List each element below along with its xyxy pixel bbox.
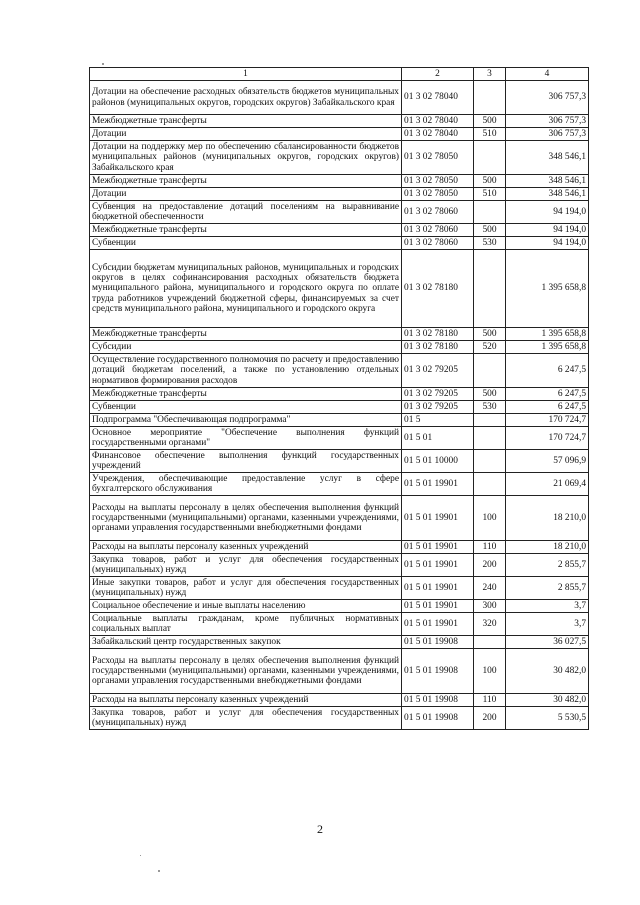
row-code: 01 5 01 19901 bbox=[402, 541, 474, 554]
row-type: 510 bbox=[474, 128, 506, 141]
table-row bbox=[90, 649, 589, 694]
row-code: 01 3 02 78180 bbox=[402, 328, 474, 341]
page-number: 2 bbox=[317, 822, 323, 836]
row-type bbox=[474, 81, 506, 115]
row-amount: 306 757,3 bbox=[506, 115, 589, 128]
row-type: 530 bbox=[474, 401, 506, 414]
table-row bbox=[90, 250, 589, 328]
row-amount: 94 194,0 bbox=[506, 224, 589, 237]
row-name: Межбюджетные трансферты bbox=[90, 388, 402, 401]
table-row bbox=[90, 141, 589, 175]
row-type: 110 bbox=[474, 541, 506, 554]
table-row bbox=[90, 541, 589, 554]
row-name: Межбюджетные трансферты bbox=[90, 175, 402, 188]
row-name: Дотации на обеспечение расходных обязательств бюджетов муниципальных районов (муниципальных округов, городских округов) Забайкальского края bbox=[90, 81, 402, 115]
row-type bbox=[474, 473, 506, 496]
row-code: 01 5 01 10000 bbox=[402, 450, 474, 473]
row-amount: 94 194,0 bbox=[506, 201, 589, 224]
row-code: 01 5 01 19908 bbox=[402, 636, 474, 649]
table-row bbox=[90, 636, 589, 649]
row-code: 01 3 02 78060 bbox=[402, 224, 474, 237]
table-row bbox=[90, 224, 589, 237]
row-type bbox=[474, 450, 506, 473]
table-row bbox=[90, 201, 589, 224]
row-type: 100 bbox=[474, 649, 506, 694]
row-name: Забайкальский центр государственных закупок bbox=[90, 636, 402, 649]
row-amount: 306 757,3 bbox=[506, 81, 589, 115]
table-row bbox=[90, 341, 589, 354]
row-amount: 6 247,5 bbox=[506, 354, 589, 388]
row-code: 01 5 01 19908 bbox=[402, 694, 474, 707]
row-amount: 2 855,7 bbox=[506, 554, 589, 577]
row-code: 01 3 02 79205 bbox=[402, 354, 474, 388]
row-code: 01 3 02 78180 bbox=[402, 341, 474, 354]
row-type bbox=[474, 141, 506, 175]
row-type bbox=[474, 427, 506, 450]
row-name: Расходы на выплаты персоналу казенных учреждений bbox=[90, 541, 402, 554]
header-col-2: 2 bbox=[402, 68, 474, 81]
row-code: 01 5 01 19908 bbox=[402, 707, 474, 730]
table-row bbox=[90, 450, 589, 473]
row-name: Расходы на выплаты персоналу в целях обеспечения выполнения функций государственными (муниципальными) органами, казенными учреждениями, органами управления государственными внебюджетными фондами bbox=[90, 649, 402, 694]
row-amount: 36 027,5 bbox=[506, 636, 589, 649]
row-code: 01 3 02 78050 bbox=[402, 141, 474, 175]
scan-speck bbox=[102, 63, 104, 65]
row-type: 110 bbox=[474, 694, 506, 707]
table-row bbox=[90, 401, 589, 414]
row-code: 01 3 02 78040 bbox=[402, 81, 474, 115]
row-name: Дотации bbox=[90, 128, 402, 141]
row-type: 500 bbox=[474, 328, 506, 341]
row-name: Социальные выплаты гражданам, кроме публичных нормативных социальных выплат bbox=[90, 613, 402, 636]
row-amount: 306 757,3 bbox=[506, 128, 589, 141]
table-row bbox=[90, 427, 589, 450]
row-name: Расходы на выплаты персоналу казенных учреждений bbox=[90, 694, 402, 707]
row-type: 240 bbox=[474, 577, 506, 600]
row-type: 200 bbox=[474, 554, 506, 577]
table-row bbox=[90, 694, 589, 707]
row-amount: 30 482,0 bbox=[506, 694, 589, 707]
row-amount: 30 482,0 bbox=[506, 649, 589, 694]
table-row bbox=[90, 388, 589, 401]
row-name: Межбюджетные трансферты bbox=[90, 224, 402, 237]
row-type: 500 bbox=[474, 175, 506, 188]
row-code: 01 3 02 79205 bbox=[402, 401, 474, 414]
row-type bbox=[474, 636, 506, 649]
row-amount: 170 724,7 bbox=[506, 414, 589, 427]
row-amount: 1 395 658,8 bbox=[506, 250, 589, 328]
row-amount: 18 210,0 bbox=[506, 541, 589, 554]
table-row bbox=[90, 237, 589, 250]
row-name: Закупка товаров, работ и услуг для обеспечения государственных (муниципальных) нужд bbox=[90, 707, 402, 730]
row-code: 01 3 02 78060 bbox=[402, 201, 474, 224]
row-type: 200 bbox=[474, 707, 506, 730]
row-amount: 3,7 bbox=[506, 600, 589, 613]
row-name: Межбюджетные трансферты bbox=[90, 328, 402, 341]
table-row bbox=[90, 554, 589, 577]
row-name: Дотации bbox=[90, 188, 402, 201]
row-code: 01 5 01 19901 bbox=[402, 613, 474, 636]
row-code: 01 3 02 78040 bbox=[402, 115, 474, 128]
row-name: Дотации на поддержку мер по обеспечению сбалансированности бюджетов муниципальных районов (муниципальных округов, городских округов) Забайкальского края bbox=[90, 141, 402, 175]
row-name: Субвенции bbox=[90, 401, 402, 414]
row-type: 500 bbox=[474, 115, 506, 128]
row-type: 100 bbox=[474, 496, 506, 541]
row-type bbox=[474, 414, 506, 427]
row-name: Субвенция на предоставление дотаций поселениям на выравнивание бюджетной обеспеченности bbox=[90, 201, 402, 224]
row-code: 01 5 01 19908 bbox=[402, 649, 474, 694]
scan-speck bbox=[140, 855, 141, 856]
row-code: 01 3 02 78050 bbox=[402, 188, 474, 201]
row-code: 01 5 01 19901 bbox=[402, 496, 474, 541]
row-name: Социальное обеспечение и иные выплаты населению bbox=[90, 600, 402, 613]
row-type bbox=[474, 354, 506, 388]
row-amount: 6 247,5 bbox=[506, 388, 589, 401]
table-row bbox=[90, 414, 589, 427]
table-row bbox=[90, 328, 589, 341]
row-name: Субсидии bbox=[90, 341, 402, 354]
header-col-1: 1 bbox=[90, 68, 402, 81]
row-name: Основное мероприятие "Обеспечение выполнения функций государственными органами" bbox=[90, 427, 402, 450]
row-name: Учреждения, обеспечивающие предоставление услуг в сфере бухгалтерского обслуживания bbox=[90, 473, 402, 496]
row-amount: 1 395 658,8 bbox=[506, 341, 589, 354]
table-row bbox=[90, 115, 589, 128]
row-type: 320 bbox=[474, 613, 506, 636]
row-code: 01 5 01 19901 bbox=[402, 473, 474, 496]
row-type: 530 bbox=[474, 237, 506, 250]
budget-table bbox=[89, 67, 589, 730]
row-amount: 21 069,4 bbox=[506, 473, 589, 496]
table-row bbox=[90, 496, 589, 541]
table-row bbox=[90, 473, 589, 496]
table-header-row bbox=[90, 68, 589, 81]
table-row bbox=[90, 577, 589, 600]
row-type bbox=[474, 250, 506, 328]
row-amount: 2 855,7 bbox=[506, 577, 589, 600]
header-col-4: 4 bbox=[506, 68, 589, 81]
row-type: 300 bbox=[474, 600, 506, 613]
row-name: Субвенции bbox=[90, 237, 402, 250]
row-name: Расходы на выплаты персоналу в целях обеспечения выполнения функций государственными (муниципальными) органами, казенными учреждениями, органами управления государственными внебюджетными фондами bbox=[90, 496, 402, 541]
row-amount: 348 546,1 bbox=[506, 188, 589, 201]
row-code: 01 5 01 19901 bbox=[402, 600, 474, 613]
row-amount: 94 194,0 bbox=[506, 237, 589, 250]
row-name: Осуществление государственного полномочия по расчету и предоставлению дотаций бюджетам поселений, а также по установлению отдельных нормативов формирования расходов bbox=[90, 354, 402, 388]
row-name: Иные закупки товаров, работ и услуг для обеспечения государственных (муниципальных) нужд bbox=[90, 577, 402, 600]
row-type: 520 bbox=[474, 341, 506, 354]
row-type: 500 bbox=[474, 224, 506, 237]
row-name: Закупка товаров, работ и услуг для обеспечения государственных (муниципальных) нужд bbox=[90, 554, 402, 577]
table-row bbox=[90, 600, 589, 613]
row-code: 01 3 02 78180 bbox=[402, 250, 474, 328]
row-amount: 18 210,0 bbox=[506, 496, 589, 541]
row-code: 01 3 02 78060 bbox=[402, 237, 474, 250]
row-code: 01 3 02 78040 bbox=[402, 128, 474, 141]
row-name: Подпрограмма "Обеспечивающая подпрограмма" bbox=[90, 414, 402, 427]
table-row bbox=[90, 613, 589, 636]
header-col-3: 3 bbox=[474, 68, 506, 81]
table-row bbox=[90, 81, 589, 115]
row-amount: 57 096,9 bbox=[506, 450, 589, 473]
row-amount: 3,7 bbox=[506, 613, 589, 636]
row-amount: 348 546,1 bbox=[506, 175, 589, 188]
row-amount: 6 247,5 bbox=[506, 401, 589, 414]
row-code: 01 5 01 19901 bbox=[402, 554, 474, 577]
row-amount: 170 724,7 bbox=[506, 427, 589, 450]
row-code: 01 5 01 bbox=[402, 427, 474, 450]
row-name: Межбюджетные трансферты bbox=[90, 115, 402, 128]
table-row bbox=[90, 354, 589, 388]
row-code: 01 5 01 19901 bbox=[402, 577, 474, 600]
row-code: 01 3 02 79205 bbox=[402, 388, 474, 401]
table-row bbox=[90, 188, 589, 201]
row-name: Субсидии бюджетам муниципальных районов, муниципальных и городских округов в целях софинансирования расходных обязательств бюджета муниципального района, муниципального и городского округа по оплате труда работников учреждений бюджетной сферы, финансируемых за счет средств муниципального района, муниципального и городского округа bbox=[90, 250, 402, 328]
row-code: 01 3 02 78050 bbox=[402, 175, 474, 188]
row-amount: 5 530,5 bbox=[506, 707, 589, 730]
row-type bbox=[474, 201, 506, 224]
table-row bbox=[90, 707, 589, 730]
row-code: 01 5 bbox=[402, 414, 474, 427]
row-type: 500 bbox=[474, 388, 506, 401]
scan-speck bbox=[158, 870, 160, 872]
table-row bbox=[90, 175, 589, 188]
row-type: 510 bbox=[474, 188, 506, 201]
table-row bbox=[90, 128, 589, 141]
row-amount: 348 546,1 bbox=[506, 141, 589, 175]
row-amount: 1 395 658,8 bbox=[506, 328, 589, 341]
row-name: Финансовое обеспечение выполнения функций государственных учреждений bbox=[90, 450, 402, 473]
